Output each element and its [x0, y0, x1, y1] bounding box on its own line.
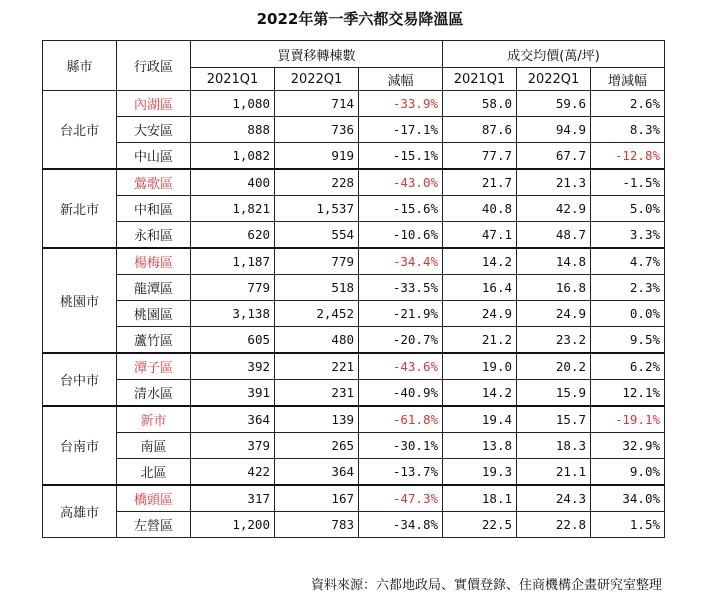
decline-cell: -34.8% [359, 512, 443, 538]
decline-cell: -34.4% [359, 248, 443, 275]
decline-cell: -30.1% [359, 433, 443, 459]
change-cell: 8.3% [591, 117, 665, 143]
transfers-2022-cell: 139 [275, 406, 359, 433]
decline-cell: -43.6% [359, 353, 443, 380]
price-2021-cell: 40.8 [443, 196, 517, 222]
header-change: 增減幅 [591, 68, 665, 91]
table-row [43, 248, 665, 275]
price-2021-cell: 77.7 [443, 143, 517, 170]
decline-cell: -13.7% [359, 459, 443, 486]
change-cell: 34.0% [591, 485, 665, 512]
table-row [43, 459, 665, 486]
change-cell: 1.5% [591, 512, 665, 538]
transfers-2022-cell: 2,452 [275, 301, 359, 327]
transfers-2022-cell: 919 [275, 143, 359, 170]
decline-cell: -10.6% [359, 222, 443, 249]
header-transfers-group: 買賣移轉棟數 [191, 41, 443, 68]
district-cell: 龍潭區 [117, 275, 191, 301]
transfers-2022-cell: 265 [275, 433, 359, 459]
district-cell: 左營區 [117, 512, 191, 538]
transfers-2021-cell: 392 [191, 353, 275, 380]
decline-cell: -20.7% [359, 327, 443, 354]
decline-cell: -15.1% [359, 143, 443, 170]
district-cell: 鶯歌區 [117, 169, 191, 196]
price-2021-cell: 24.9 [443, 301, 517, 327]
transfers-2022-cell: 1,537 [275, 196, 359, 222]
decline-cell: -61.8% [359, 406, 443, 433]
transfers-2021-cell: 364 [191, 406, 275, 433]
price-2022-cell: 15.9 [517, 380, 591, 407]
header-transfers-2021: 2021Q1 [191, 68, 275, 91]
price-2022-cell: 21.1 [517, 459, 591, 486]
price-2022-cell: 24.9 [517, 301, 591, 327]
table-body [43, 91, 665, 538]
price-2022-cell: 59.6 [517, 91, 591, 117]
district-cell: 蘆竹區 [117, 327, 191, 354]
decline-cell: -33.5% [359, 275, 443, 301]
price-2022-cell: 67.7 [517, 143, 591, 170]
table-row [43, 327, 665, 354]
change-cell: 3.3% [591, 222, 665, 249]
transfers-2021-cell: 391 [191, 380, 275, 407]
price-2022-cell: 14.8 [517, 248, 591, 275]
price-2021-cell: 18.1 [443, 485, 517, 512]
county-cell: 桃園市 [43, 248, 117, 353]
district-cell: 中和區 [117, 196, 191, 222]
table-row [43, 169, 665, 196]
district-cell: 新市 [117, 406, 191, 433]
transfers-2021-cell: 1,080 [191, 91, 275, 117]
table-title: 2022年第一季六都交易降溫區 [256, 10, 464, 28]
change-cell: 5.0% [591, 196, 665, 222]
change-cell: 32.9% [591, 433, 665, 459]
table-row [43, 222, 665, 249]
table-row [43, 196, 665, 222]
table-row [43, 275, 665, 301]
price-2022-cell: 20.2 [517, 353, 591, 380]
district-cell: 楊梅區 [117, 248, 191, 275]
district-cell: 潭子區 [117, 353, 191, 380]
decline-cell: -17.1% [359, 117, 443, 143]
price-2022-cell: 23.2 [517, 327, 591, 354]
transfers-2022-cell: 231 [275, 380, 359, 407]
header-county: 縣市 [43, 41, 117, 91]
cooling-districts-table [42, 40, 665, 538]
table-row [43, 380, 665, 407]
table-row [43, 301, 665, 327]
transfers-2022-cell: 714 [275, 91, 359, 117]
district-cell: 永和區 [117, 222, 191, 249]
table-row [43, 485, 665, 512]
price-2021-cell: 19.3 [443, 459, 517, 486]
header-price-2021: 2021Q1 [443, 68, 517, 91]
change-cell: 2.3% [591, 275, 665, 301]
decline-cell: -21.9% [359, 301, 443, 327]
transfers-2021-cell: 317 [191, 485, 275, 512]
change-cell: -1.5% [591, 169, 665, 196]
decline-cell: -43.0% [359, 169, 443, 196]
transfers-2022-cell: 480 [275, 327, 359, 354]
header-district: 行政區 [117, 41, 191, 91]
change-cell: 2.6% [591, 91, 665, 117]
county-cell: 台南市 [43, 406, 117, 485]
change-cell: 4.7% [591, 248, 665, 275]
decline-cell: -47.3% [359, 485, 443, 512]
transfers-2022-cell: 554 [275, 222, 359, 249]
district-cell: 南區 [117, 433, 191, 459]
transfers-2022-cell: 518 [275, 275, 359, 301]
transfers-2021-cell: 620 [191, 222, 275, 249]
transfers-2022-cell: 228 [275, 169, 359, 196]
price-2022-cell: 94.9 [517, 117, 591, 143]
price-2021-cell: 87.6 [443, 117, 517, 143]
source-note: 資料來源：六都地政局、實價登錄、住商機構企畫研究室整理 [310, 578, 662, 593]
change-cell: 9.5% [591, 327, 665, 354]
price-2021-cell: 14.2 [443, 380, 517, 407]
county-cell: 高雄市 [43, 485, 117, 538]
county-cell: 台中市 [43, 353, 117, 406]
price-2021-cell: 22.5 [443, 512, 517, 538]
header-decline: 減幅 [359, 68, 443, 91]
transfers-2021-cell: 605 [191, 327, 275, 354]
price-2021-cell: 21.7 [443, 169, 517, 196]
price-2021-cell: 19.0 [443, 353, 517, 380]
price-2022-cell: 18.3 [517, 433, 591, 459]
header-price-2022: 2022Q1 [517, 68, 591, 91]
table-row [43, 512, 665, 538]
price-2022-cell: 24.3 [517, 485, 591, 512]
price-2022-cell: 16.8 [517, 275, 591, 301]
transfers-2021-cell: 1,082 [191, 143, 275, 170]
table-row [43, 353, 665, 380]
county-cell: 新北市 [43, 169, 117, 248]
transfers-2021-cell: 422 [191, 459, 275, 486]
price-2022-cell: 22.8 [517, 512, 591, 538]
header-price-group: 成交均價(萬/坪) [443, 41, 665, 68]
transfers-2021-cell: 379 [191, 433, 275, 459]
district-cell: 清水區 [117, 380, 191, 407]
table-row [43, 433, 665, 459]
decline-cell: -40.9% [359, 380, 443, 407]
transfers-2022-cell: 736 [275, 117, 359, 143]
change-cell: 9.0% [591, 459, 665, 486]
price-2021-cell: 58.0 [443, 91, 517, 117]
change-cell: 12.1% [591, 380, 665, 407]
district-cell: 內湖區 [117, 91, 191, 117]
transfers-2022-cell: 167 [275, 485, 359, 512]
decline-cell: -33.9% [359, 91, 443, 117]
transfers-2021-cell: 1,187 [191, 248, 275, 275]
table-row [43, 117, 665, 143]
table-row [43, 143, 665, 170]
change-cell: 6.2% [591, 353, 665, 380]
transfers-2021-cell: 1,200 [191, 512, 275, 538]
price-2021-cell: 14.2 [443, 248, 517, 275]
table-row [43, 91, 665, 117]
price-2022-cell: 21.3 [517, 169, 591, 196]
price-2022-cell: 42.9 [517, 196, 591, 222]
header-row-1 [43, 41, 665, 68]
district-cell: 桃園區 [117, 301, 191, 327]
transfers-2022-cell: 221 [275, 353, 359, 380]
price-2021-cell: 21.2 [443, 327, 517, 354]
decline-cell: -15.6% [359, 196, 443, 222]
table-row [43, 406, 665, 433]
transfers-2022-cell: 783 [275, 512, 359, 538]
price-2021-cell: 16.4 [443, 275, 517, 301]
transfers-2021-cell: 1,821 [191, 196, 275, 222]
transfers-2021-cell: 888 [191, 117, 275, 143]
header-transfers-2022: 2022Q1 [275, 68, 359, 91]
change-cell: -12.8% [591, 143, 665, 170]
transfers-2021-cell: 779 [191, 275, 275, 301]
change-cell: -19.1% [591, 406, 665, 433]
county-cell: 台北市 [43, 91, 117, 170]
price-2022-cell: 15.7 [517, 406, 591, 433]
transfers-2021-cell: 3,138 [191, 301, 275, 327]
change-cell: 0.0% [591, 301, 665, 327]
district-cell: 橋頭區 [117, 485, 191, 512]
district-cell: 大安區 [117, 117, 191, 143]
district-cell: 北區 [117, 459, 191, 486]
price-2022-cell: 48.7 [517, 222, 591, 249]
transfers-2021-cell: 400 [191, 169, 275, 196]
price-2021-cell: 13.8 [443, 433, 517, 459]
district-cell: 中山區 [117, 143, 191, 170]
price-2021-cell: 47.1 [443, 222, 517, 249]
transfers-2022-cell: 364 [275, 459, 359, 486]
price-2021-cell: 19.4 [443, 406, 517, 433]
transfers-2022-cell: 779 [275, 248, 359, 275]
